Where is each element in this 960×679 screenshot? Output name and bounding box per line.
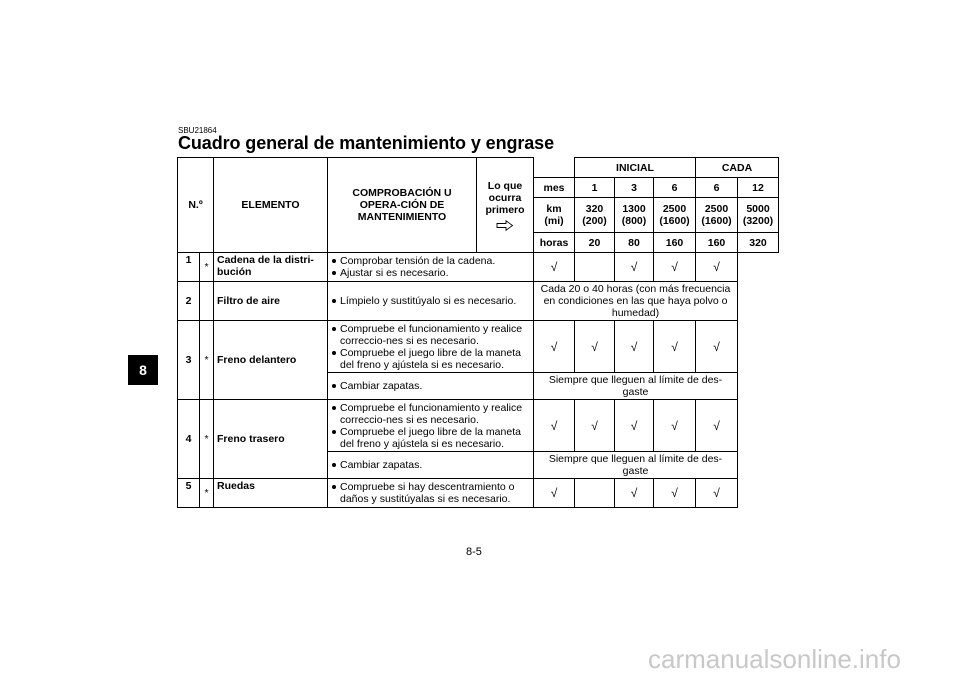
list-item: Límpielo y sustitúyalo si es necesario.	[331, 295, 530, 307]
section-tab-label: 8	[139, 362, 147, 378]
header-month-3: 6	[654, 178, 696, 198]
header-km-2: 1300 (800)	[615, 198, 654, 233]
header-month-2: 3	[615, 178, 654, 198]
header-check: COMPROBACIÓN U OPERA-CIÓN DE MANTENIMIENTO	[328, 158, 477, 253]
row-ops	[328, 452, 534, 479]
check-mark-icon: √	[534, 400, 575, 452]
row-star: *	[200, 400, 214, 479]
check-mark-icon: √	[696, 253, 738, 282]
header-corner	[534, 158, 575, 178]
check-mark-icon: √	[534, 479, 575, 508]
header-first-occurs	[477, 158, 534, 253]
header-km-4: 2500 (1600)	[696, 198, 738, 233]
check-mark-icon: √	[696, 479, 738, 508]
row-element: Freno delantero	[214, 321, 328, 400]
arrow-right-icon	[496, 220, 514, 231]
empty-cell	[575, 253, 615, 282]
table-row	[178, 479, 779, 508]
check-mark-icon: √	[654, 479, 696, 508]
header-hours-label: horas	[534, 233, 575, 253]
list-item: Ajustar si es necesario.	[331, 267, 530, 279]
doc-code: SBU21864	[178, 126, 217, 135]
row-ops	[328, 253, 534, 282]
row-ops	[328, 321, 534, 373]
row-note: Siempre que lleguen al límite de des-gaste	[534, 452, 738, 479]
header-month-5: 12	[738, 178, 779, 198]
page-number: 8-5	[466, 546, 482, 558]
table-row	[178, 282, 779, 321]
row-num: 2	[178, 282, 200, 321]
row-star	[200, 282, 214, 321]
page-title: Cuadro general de mantenimiento y engrase	[178, 133, 555, 153]
row-ops	[328, 373, 534, 400]
check-mark-icon: √	[575, 321, 615, 373]
header-km-label: km (mi)	[534, 198, 575, 233]
table-row	[178, 321, 779, 373]
header-hours-4: 160	[696, 233, 738, 253]
row-star: *	[200, 321, 214, 400]
row-ops	[328, 479, 534, 508]
table-row	[178, 253, 779, 282]
maintenance-table	[177, 157, 779, 508]
row-star: *	[200, 253, 214, 282]
header-initial: INICIAL	[575, 158, 696, 178]
check-mark-icon: √	[696, 400, 738, 452]
header-num: N.º	[178, 158, 214, 253]
header-hours-5: 320	[738, 233, 779, 253]
check-mark-icon: √	[696, 321, 738, 373]
row-ops	[328, 282, 534, 321]
list-item: Cambiar zapatas.	[331, 459, 530, 471]
row-element: Freno trasero	[214, 400, 328, 479]
header-km-5: 5000 (3200)	[738, 198, 779, 233]
header-km-1: 320 (200)	[575, 198, 615, 233]
check-mark-icon: √	[615, 479, 654, 508]
header-hours-2: 80	[615, 233, 654, 253]
list-item: Comprobar tensión de la cadena.	[331, 255, 530, 267]
header-first-occurs-label: Lo que ocurra primero	[485, 179, 525, 216]
row-num: 1	[178, 253, 200, 282]
list-item: Compruebe el juego libre de la maneta del freno y ajústela si es necesario.	[331, 347, 530, 371]
header-month-1: 1	[575, 178, 615, 198]
row-element: Ruedas	[214, 479, 328, 508]
check-mark-icon: √	[654, 400, 696, 452]
header-hours-1: 20	[575, 233, 615, 253]
section-tab	[128, 355, 158, 385]
header-km-3: 2500 (1600)	[654, 198, 696, 233]
list-item: Compruebe el juego libre de la maneta del freno y ajústela si es necesario.	[331, 426, 530, 450]
list-item: Compruebe el funcionamiento y realice correccio-nes si es necesario.	[331, 323, 530, 347]
row-note: Siempre que lleguen al límite de des-gaste	[534, 373, 738, 400]
check-mark-icon: √	[534, 253, 575, 282]
row-star: *	[200, 479, 214, 508]
check-mark-icon: √	[534, 321, 575, 373]
row-num: 5	[178, 479, 200, 508]
watermark: carmanualsonline.info	[648, 644, 901, 674]
check-mark-icon: √	[654, 321, 696, 373]
check-mark-icon: √	[615, 321, 654, 373]
row-element: Cadena de la distri-bución	[214, 253, 328, 282]
row-num: 3	[178, 321, 200, 400]
list-item: Cambiar zapatas.	[331, 380, 530, 392]
header-hours-3: 160	[654, 233, 696, 253]
row-num: 4	[178, 400, 200, 479]
row-note: Cada 20 o 40 horas (con más frecuencia en condiciones en las que haya polvo o humedad)	[534, 282, 738, 321]
check-mark-icon: √	[615, 253, 654, 282]
check-mark-icon: √	[615, 400, 654, 452]
row-ops	[328, 400, 534, 452]
check-mark-icon: √	[575, 400, 615, 452]
header-month-label: mes	[534, 178, 575, 198]
list-item: Compruebe el funcionamiento y realice correccio-nes si es necesario.	[331, 402, 530, 426]
header-month-4: 6	[696, 178, 738, 198]
empty-cell	[575, 479, 615, 508]
header-each: CADA	[696, 158, 779, 178]
check-mark-icon: √	[654, 253, 696, 282]
row-element: Filtro de aire	[214, 282, 328, 321]
header-element: ELEMENTO	[214, 158, 328, 253]
table-row	[178, 400, 779, 452]
list-item: Compruebe si hay descentramiento o daños y sustitúyalas si es necesario.	[331, 481, 530, 505]
